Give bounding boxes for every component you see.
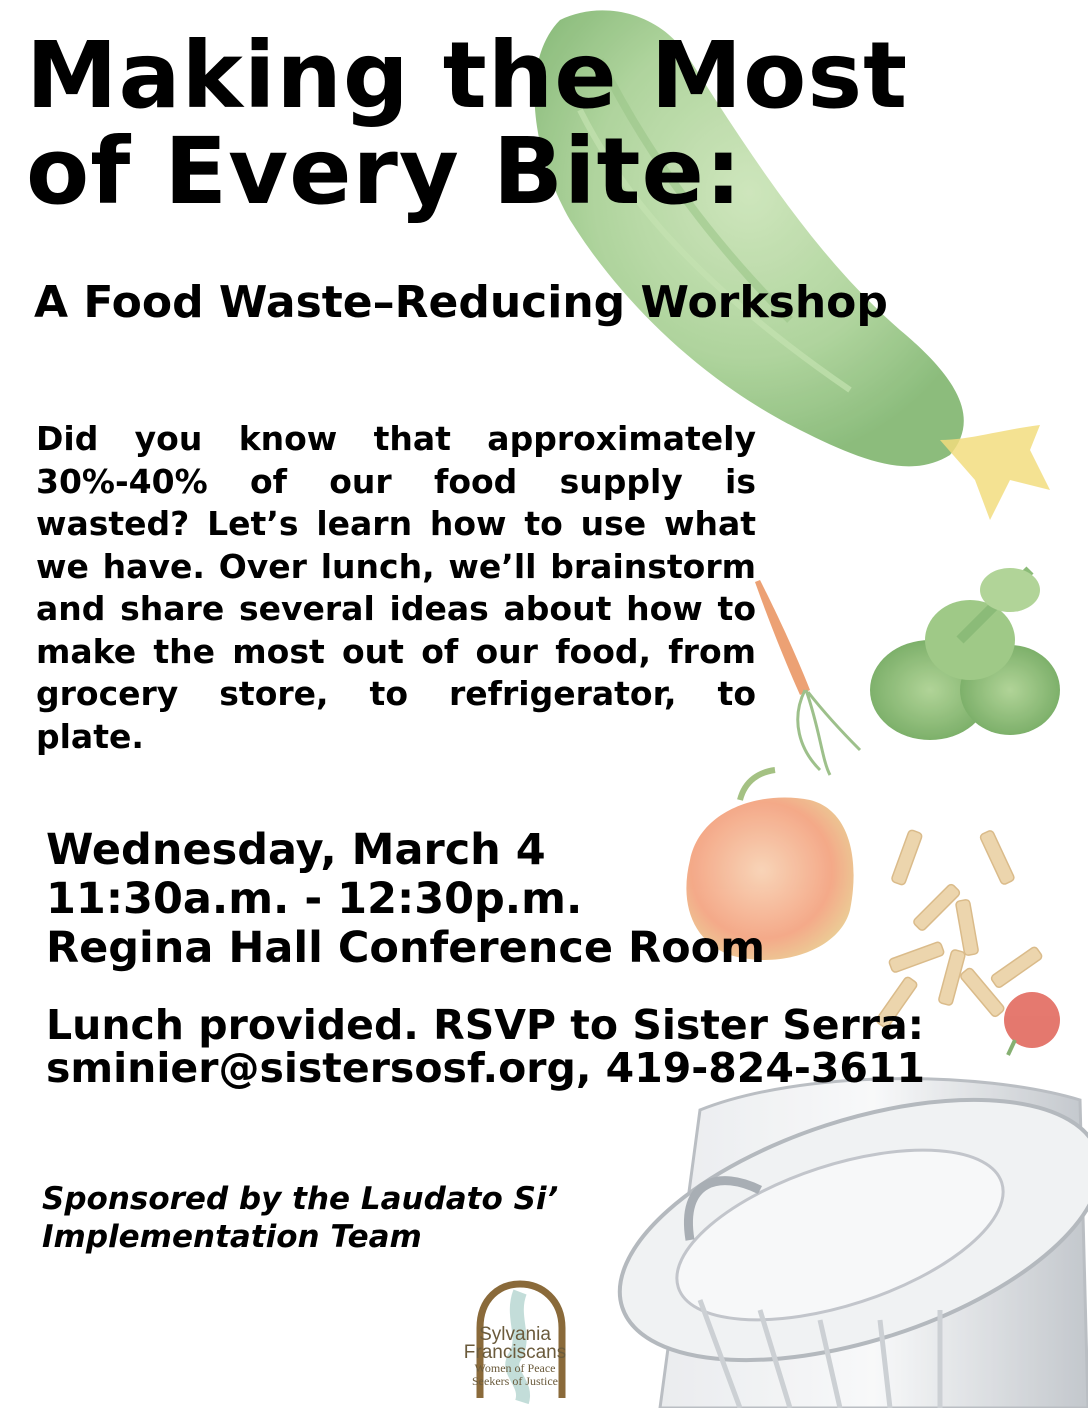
rsvp-info	[46, 1001, 925, 1092]
description-paragraph: Did you know that approximately 30%-40% of our food supply is wasted? Let’s learn how to use what we have. Over lunch, we’ll brainstorm and share several ideas about how to make the most out of our food, from grocery store, to refrigerator, to plate.	[36, 419, 756, 756]
sponsor-note	[42, 1180, 682, 1256]
rsvp-line-1: Lunch provided. RSVP to Sister Serra:	[46, 1001, 925, 1049]
flyer-title	[26, 22, 909, 225]
logo-tagline-line-2: Seekers of Justice	[472, 1374, 558, 1388]
sponsor-line-2: Implementation Team	[42, 1219, 422, 1255]
title-line-2: of Every Bite:	[26, 118, 743, 225]
logo-name-line-2: Franciscans	[463, 1342, 567, 1363]
logo-name-line-1: Sylvania	[479, 1324, 551, 1345]
logo-tagline-line-1: Women of Peace	[474, 1361, 556, 1375]
event-date: Wednesday, March 4	[46, 825, 546, 875]
event-time: 11:30a.m. - 12:30p.m.	[46, 874, 583, 924]
event-details	[46, 826, 765, 973]
sylvania-franciscans-logo	[450, 1278, 580, 1404]
event-location: Regina Hall Conference Room	[46, 923, 766, 973]
sponsor-line-1: Sponsored by the Laudato Si’	[42, 1181, 559, 1217]
rsvp-contact: sminier@sistersosf.org, 419-824-3611	[46, 1044, 925, 1092]
title-line-1: Making the Most	[26, 22, 909, 129]
flyer-subtitle: A Food Waste–Reducing Workshop	[34, 277, 888, 328]
